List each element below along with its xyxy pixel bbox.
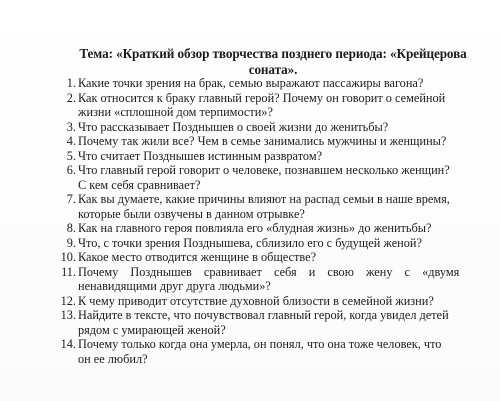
- question-text: Что главный герой говорит о человеке, познавшем несколько женщин?: [78, 163, 450, 177]
- question-number: 2.: [66, 90, 76, 105]
- title-line-2: соната».: [248, 62, 298, 77]
- question-number: 4.: [66, 134, 76, 148]
- question-number: 5.: [66, 148, 76, 163]
- question-text-continued: он ее любил?: [78, 351, 148, 366]
- question-text: Что, с точки зрения Позднышева, сблизило его с будущей женой?: [78, 235, 422, 250]
- question-number: 9.: [66, 235, 76, 250]
- question-item: [56, 163, 474, 192]
- question-text-continued: жизни «сплошной дом терпимости»?: [78, 105, 273, 119]
- question-text: Как вы думаете, какие причины влияют на распад семьи в наше время,: [78, 192, 450, 206]
- question-item: [56, 294, 474, 309]
- question-number: 12.: [60, 293, 76, 308]
- question-item: [56, 250, 474, 265]
- document-title: [78, 46, 468, 78]
- question-text: Почему так жили все? Чем в семье занимались мужчины и женщины?: [78, 134, 447, 148]
- question-text: Как относится к браку главный герой? Почему он говорит о семейной: [78, 90, 446, 105]
- question-item: [56, 236, 474, 251]
- question-item: [56, 149, 474, 164]
- question-item: [56, 134, 474, 149]
- question-text-continued: С кем себя сравнивает?: [78, 177, 201, 192]
- question-item: [56, 308, 474, 337]
- question-number: 7.: [66, 192, 76, 206]
- question-item: [56, 91, 474, 120]
- question-text: Найдите в тексте, что почувствовал главный герой, когда увидел детей: [78, 308, 449, 322]
- question-text: Почему только когда она умерла, он понял, что она тоже человек, что: [78, 337, 442, 351]
- question-number: 8.: [66, 221, 76, 235]
- question-text: Что считает Позднышев истинным развратом?: [78, 148, 323, 163]
- question-number: 6.: [66, 163, 76, 177]
- question-item: [56, 192, 474, 221]
- question-number: 1.: [66, 76, 76, 90]
- question-item: [56, 337, 474, 366]
- question-number: 13.: [60, 308, 76, 322]
- question-text: Какое место отводится женщине в обществе?: [78, 250, 317, 264]
- question-number: 11.: [61, 264, 76, 279]
- question-text: К чему приводит отсутствие духовной близости в семейной жизни?: [78, 293, 434, 308]
- question-item: [56, 120, 474, 135]
- question-text: Как на главного героя повлияла его «блудная жизнь» до женитьбы?: [78, 221, 432, 235]
- question-text: Что рассказывает Позднышев о своей жизни до женитьбы?: [78, 119, 389, 134]
- question-number: 10.: [60, 250, 76, 264]
- question-item: [56, 76, 474, 91]
- question-item: [56, 221, 474, 236]
- question-number: 3.: [66, 119, 76, 134]
- title-line-1: Тема: «Краткий обзор творчества позднего периода: «Крейцерова: [79, 46, 467, 61]
- question-text-continued: ненавидящими друг друга людьми»?: [78, 279, 271, 293]
- question-number: 14.: [60, 337, 76, 351]
- question-item: [56, 265, 474, 294]
- question-list: [56, 76, 474, 366]
- question-text: Какие точки зрения на брак, семью выражают пассажиры вагона?: [78, 76, 424, 90]
- question-text: Почему Позднышев сравнивает себя и свою жену с «двумя: [78, 264, 460, 279]
- question-text-continued: которые были озвучены в данном отрывке?: [78, 206, 305, 221]
- question-text-continued: рядом с умирающей женой?: [78, 322, 226, 337]
